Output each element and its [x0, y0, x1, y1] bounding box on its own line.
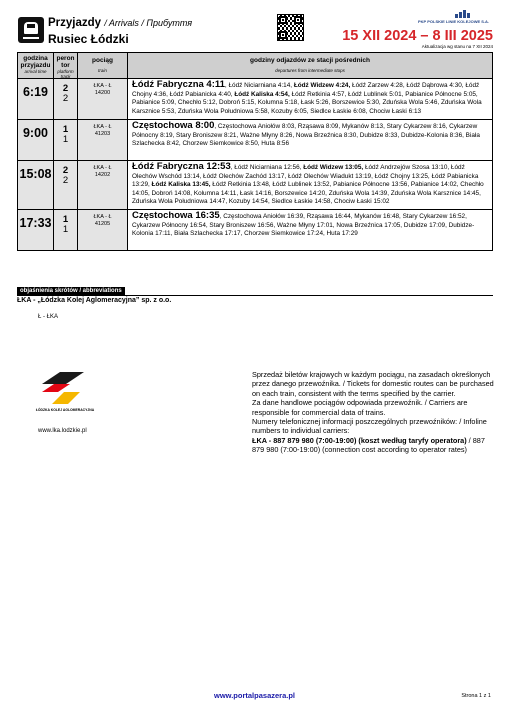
train-info [78, 161, 128, 209]
col-platform: peron tor platform track [54, 53, 78, 78]
platform-track [54, 79, 78, 119]
legend-lka-definition: ŁKA - „Łódzka Kolej Aglomeracyjna” sp. z o.o. [17, 297, 172, 304]
legend-divider [17, 295, 493, 296]
arrivals-table [17, 52, 493, 251]
train-number: 14202 [94, 172, 111, 178]
station-name: Rusiec Łódzki [48, 32, 129, 46]
info-lka-phone: ŁKA - 887 879 980 (7:00-19:00) (koszt według taryfy operatora) / 887 879 980 (7:00-19:00) (connection cost according to operator rates) [252, 435, 485, 455]
qr-code [277, 14, 304, 41]
board-title: Przyjazdy / Arrivals / Прибуття [48, 17, 193, 29]
table-row [17, 120, 493, 161]
route-stops [128, 79, 492, 119]
platform-number: 2 [62, 165, 69, 176]
intermediate-stops: , Łódź Niciarniana 12:56, Łódź Widzew 13:05, Łódź Andrzejów Szosa 13:10, Łódź Olechów Wschód 13:14, Łódź Olechów Zachód 13:17, Łódź Olechów Wiadukt 13:19, Łódź Chojny 13:25, Łódź Pabianicka 13:29, Łódź Kaliska 13:45, Łódź Retkinia 13:48, Łódź Lublinek 13:52, Pabianice Północne 13:56, Pabianice 14:02, Chechło 14:05, Dobroń 14:08, Kolumna 14:11, Łask 14:16, Borszewice 14:20, Zduńska Wola 14:39, Zduńska Wola Karsznice 14:45, Zduńska Wola Południowa 14:47, Kozuby 14:54, Siedlce Łaskie 14:58, Chociw Łaski 15:02 [132, 164, 484, 206]
info-tickets: Sprzedaż biletów krajowych w każdym pociągu, na zasadach określonych przez danego przewoźnika. / Tickets for domestic routes can be purchased on each train, consistent with the terms specified by the carrier. [252, 370, 494, 398]
page-number: Strona 1 z 1 [461, 693, 491, 699]
validity-dates: 15 XII 2024 – 8 III 2025 [342, 28, 493, 44]
pkp-logo-text: PKP POLSKIE LINIE KOLEJOWE S.A. [418, 19, 490, 24]
train-carrier: ŁKA - Ł [93, 83, 112, 89]
portal-url-link[interactable]: www.portalpasazera.pl [214, 691, 295, 700]
info-infoline: Numery telefonicznej informacji poszczególnych przewoźników: / Infoline numbers to individual carriers: [252, 417, 487, 436]
lka-logo-caption: ŁÓDZKA KOLEJ AGLOMERACYJNA [35, 408, 95, 412]
arrival-time: 9:00 [18, 120, 54, 160]
route-stops [128, 210, 492, 250]
legend-lka-abbreviation: Ł - ŁKA [38, 314, 59, 320]
origin-departure: Łódź Fabryczna 4:11 [132, 79, 225, 90]
route-stops [128, 161, 492, 209]
info-commercial: Za dane handlowe pociągów odpowiada przewoźnik. / Carriers are responsible for commercial data of trains. [252, 398, 468, 417]
train-carrier: ŁKA - Ł [93, 165, 112, 171]
lka-logo-icon [40, 370, 86, 406]
train-info [78, 210, 128, 250]
platform-number: 1 [62, 124, 69, 135]
track-number: 2 [62, 93, 69, 104]
lka-url-link[interactable]: www.lka.lodzkie.pl [38, 428, 87, 434]
train-carrier: ŁKA - Ł [93, 213, 112, 220]
intermediate-stops: , Łódź Niciarniana 4:14, Łódź Widzew 4:24, Łódź Zarzew 4:28, Łódź Dąbrowa 4:30, Łódź Chojny 4:36, Łódź Pabianicka 4:40, Łódź Kaliska 4:54, Łódź Retkinia 4:57, Łódź Lublinek 5:01, Pabianice Północne 5:05, Pabianice 5:09, Chechło 5:12, Dobroń 5:15, Kolumna 5:18, Łask 5:26, Borszewice 5:30, Zduńska Wola 5:46, Zduńska Wola Karsznice 5:53, Zduńska Wola Południowa 5:58, Kozuby 6:05, Siedlce Łaskie 6:08, Chociw Łaski 6:13 [132, 82, 482, 115]
train-number: 14200 [94, 90, 111, 96]
platform-track [54, 210, 78, 250]
table-row [17, 161, 493, 210]
table-row [17, 79, 493, 120]
train-icon [18, 17, 44, 43]
arrival-time: 6:19 [18, 79, 54, 119]
intermediate-stops: , Częstochowa Aniołów 8:03, Rząsawa 8:09, Mykanów 8:13, Stary Cykarzew 8:16, Cykarzew Północny 8:19, Stary Broniszew 8:21, Ważne Młyny 8:26, Nowa Brzeźnica 8:30, Dubidze 8:33, Dubidze-Kolonia 8:36, Biała Szlachecka 8:42, Chorzew Siemkowice 8:50, Huta 8:56 [132, 123, 480, 148]
track-number: 2 [62, 175, 69, 186]
platform-number: 1 [62, 213, 69, 225]
train-info [78, 79, 128, 119]
track-number: 1 [62, 223, 69, 235]
train-info [78, 120, 128, 160]
col-desc: godziny odjazdów ze stacji pośrednich departures from intermediate stops [250, 57, 370, 73]
arrival-time: 15:08 [18, 161, 54, 209]
train-carrier: ŁKA - Ł [93, 124, 112, 130]
table-row [17, 210, 493, 251]
origin-departure: Łódź Fabryczna 12:53 [132, 161, 231, 172]
update-note: Aktualizacja wg stanu na 7 XII 2024 [421, 44, 493, 49]
col-time: godzina przyjazdu arrival time [18, 53, 54, 78]
col-train: pociąg train [78, 53, 128, 78]
ticket-info [252, 370, 498, 455]
pkp-logo-icon [455, 10, 471, 18]
table-header [17, 52, 493, 79]
route-stops [128, 120, 492, 160]
platform-number: 2 [62, 83, 69, 94]
origin-departure: Częstochowa 16:35 [132, 209, 220, 221]
legend-title: objaśnienia skrótów / abbreviations [17, 287, 125, 295]
arrival-time: 17:33 [18, 210, 54, 250]
intermediate-stops: , Częstochowa Aniołów 16:39, Rząsawa 16:44, Mykanów 16:48, Stary Cykarzew 16:52, Cykarzew Północny 16:54, Stary Broniszew 16:56, Ważne Młyny 17:01, Nowa Brzeźnica 17:05, Dubidze 17:09, Dubidze-Kolonia 17:11, Biała Szlachecka 17:17, Chorzew Siemkowice 17:24, Huta 17:29 [132, 212, 475, 238]
train-number: 41205 [94, 220, 111, 227]
platform-track [54, 120, 78, 160]
track-number: 1 [62, 134, 69, 145]
origin-departure: Częstochowa 8:00 [132, 120, 215, 131]
platform-track [54, 161, 78, 209]
train-number: 41203 [94, 131, 111, 137]
